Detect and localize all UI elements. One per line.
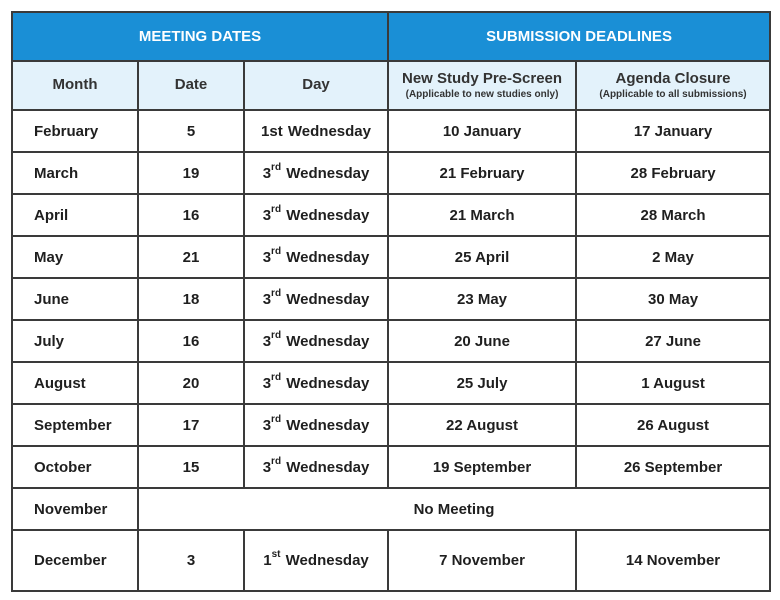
month-cell: May — [12, 236, 138, 278]
agenda-cell: 17 January — [576, 110, 770, 152]
prescreen-cell: 25 April — [388, 236, 576, 278]
agenda-cell: 27 June — [576, 320, 770, 362]
day-ordinal: 3 — [262, 248, 272, 266]
day-weekday: Wednesday — [285, 552, 369, 569]
table-row — [12, 278, 770, 320]
date-cell: 20 — [138, 362, 244, 404]
day-weekday: Wednesday — [286, 164, 370, 182]
prescreen-cell: 23 May — [388, 278, 576, 320]
agenda-cell: 1 August — [576, 362, 770, 404]
month-cell: November — [12, 488, 138, 530]
agenda-cell: 28 February — [576, 152, 770, 194]
table-row — [12, 236, 770, 278]
table-row — [12, 530, 770, 591]
day-column-header: Day — [244, 61, 388, 110]
prescreen-column-header — [388, 61, 576, 110]
meeting-schedule-table — [11, 11, 771, 592]
day-weekday: Wednesday — [286, 458, 370, 476]
prescreen-cell: 10 January — [388, 110, 576, 152]
prescreen-cell: 21 March — [388, 194, 576, 236]
day-cell — [244, 530, 388, 591]
day-ordinal: 3 — [262, 458, 272, 476]
table-row — [12, 152, 770, 194]
prescreen-cell: 19 September — [388, 446, 576, 488]
day-weekday: Wednesday — [286, 248, 370, 266]
month-cell: September — [12, 404, 138, 446]
month-column-header: Month — [12, 61, 138, 110]
day-cell — [244, 446, 388, 488]
month-cell: October — [12, 446, 138, 488]
table-row — [12, 320, 770, 362]
date-cell: 21 — [138, 236, 244, 278]
date-cell: 16 — [138, 194, 244, 236]
day-ordinal-suffix: rd — [271, 371, 282, 383]
day-ordinal: 3 — [262, 206, 272, 224]
day-ordinal-suffix: rd — [271, 161, 282, 173]
month-cell: February — [12, 110, 138, 152]
date-cell: 5 — [138, 110, 244, 152]
day-ordinal: 1st — [261, 122, 283, 140]
day-cell — [244, 404, 388, 446]
agenda-cell: 2 May — [576, 236, 770, 278]
table-row — [12, 110, 770, 152]
table-row — [12, 404, 770, 446]
date-cell: 17 — [138, 404, 244, 446]
day-ordinal: 3 — [262, 290, 272, 308]
agenda-cell: 14 November — [576, 530, 770, 591]
prescreen-cell: 7 November — [388, 530, 576, 591]
agenda-cell: 26 August — [576, 404, 770, 446]
submission-deadlines-header: SUBMISSION DEADLINES — [388, 12, 770, 61]
day-weekday: Wednesday — [286, 206, 370, 224]
date-cell: 16 — [138, 320, 244, 362]
day-weekday: Wednesday — [286, 332, 370, 350]
day-ordinal-suffix: rd — [271, 329, 282, 341]
day-ordinal-suffix: rd — [271, 455, 282, 467]
day-ordinal-suffix: st — [271, 549, 281, 560]
day-weekday: Wednesday — [287, 122, 371, 140]
prescreen-title: New Study Pre-Screen — [401, 69, 563, 87]
agenda-note: (Applicable to all submissions) — [599, 89, 747, 101]
day-cell — [244, 110, 388, 152]
month-cell: July — [12, 320, 138, 362]
no-meeting-cell: No Meeting — [138, 488, 770, 530]
day-ordinal-suffix: rd — [271, 203, 282, 215]
agenda-cell: 30 May — [576, 278, 770, 320]
date-cell: 19 — [138, 152, 244, 194]
month-cell: December — [12, 530, 138, 591]
day-ordinal: 1 — [263, 552, 272, 569]
table-row — [12, 362, 770, 404]
meeting-dates-header: MEETING DATES — [12, 12, 388, 61]
table-row — [12, 194, 770, 236]
month-cell: April — [12, 194, 138, 236]
prescreen-cell: 22 August — [388, 404, 576, 446]
schedule-body — [12, 110, 770, 591]
day-weekday: Wednesday — [286, 290, 370, 308]
prescreen-note: (Applicable to new studies only) — [405, 89, 559, 101]
agenda-title: Agenda Closure — [615, 69, 731, 87]
day-ordinal: 3 — [262, 416, 272, 434]
day-cell — [244, 152, 388, 194]
agenda-cell: 26 September — [576, 446, 770, 488]
month-cell: August — [12, 362, 138, 404]
day-ordinal: 3 — [262, 332, 272, 350]
prescreen-cell: 20 June — [388, 320, 576, 362]
month-cell: June — [12, 278, 138, 320]
date-cell: 18 — [138, 278, 244, 320]
table-row — [12, 446, 770, 488]
day-weekday: Wednesday — [286, 416, 370, 434]
table-row — [12, 488, 770, 530]
date-column-header: Date — [138, 61, 244, 110]
day-cell — [244, 278, 388, 320]
month-cell: March — [12, 152, 138, 194]
day-ordinal-suffix: rd — [271, 245, 282, 257]
day-ordinal-suffix: rd — [271, 287, 282, 299]
day-weekday: Wednesday — [286, 374, 370, 392]
day-cell — [244, 194, 388, 236]
date-cell: 3 — [138, 530, 244, 591]
day-cell — [244, 362, 388, 404]
day-ordinal: 3 — [262, 374, 272, 392]
day-cell — [244, 236, 388, 278]
day-cell — [244, 320, 388, 362]
prescreen-cell: 25 July — [388, 362, 576, 404]
agenda-column-header — [576, 61, 770, 110]
date-cell: 15 — [138, 446, 244, 488]
day-ordinal: 3 — [262, 164, 272, 182]
day-ordinal-suffix: rd — [271, 413, 282, 425]
prescreen-cell: 21 February — [388, 152, 576, 194]
agenda-cell: 28 March — [576, 194, 770, 236]
